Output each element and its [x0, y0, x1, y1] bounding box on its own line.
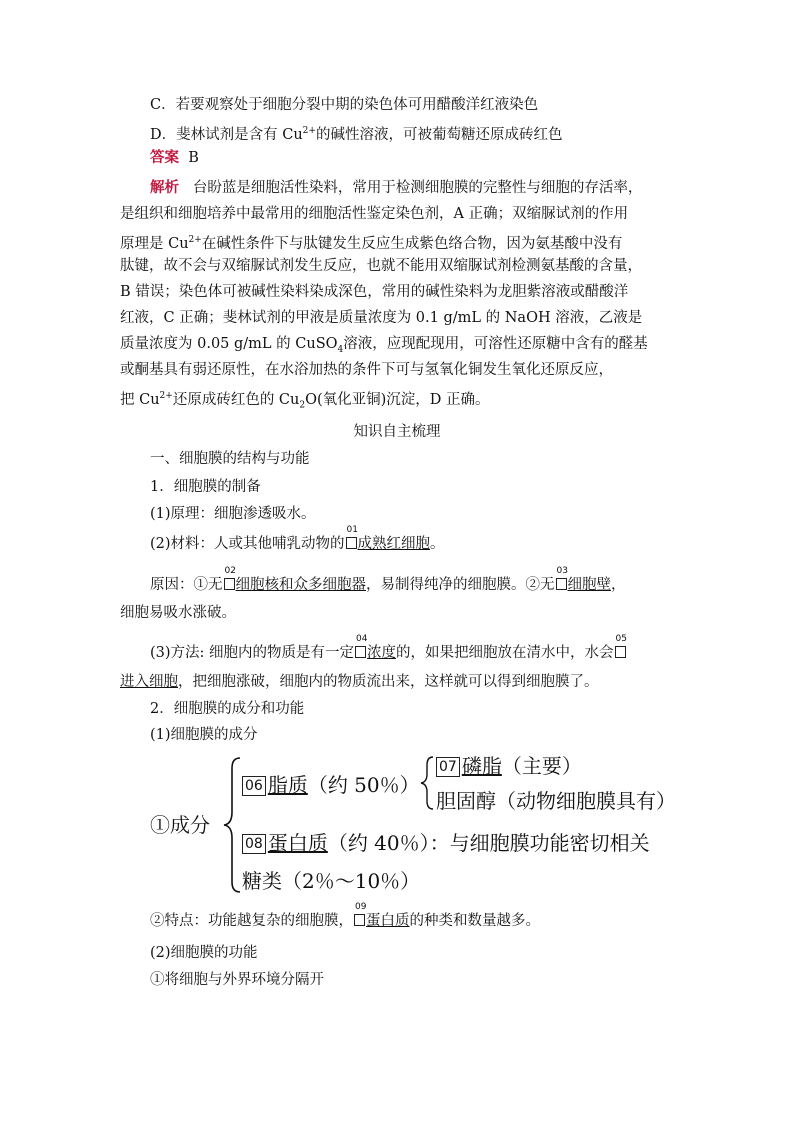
diagram-text: （约 40％）：与细胞膜功能密切相关	[327, 831, 650, 855]
superscript: 2+	[188, 235, 202, 245]
answer-blank: 进入细胞	[120, 674, 178, 690]
option-c-text: C．若要观察处于细胞分裂中期的染色体可用醋酸洋红液染色	[150, 97, 539, 113]
reason-text: 原因：①无	[150, 577, 223, 593]
analysis-text: 是组织和细胞培养中最常用的细胞活性鉴定染色剂，A 正确；双缩脲试剂的作用	[120, 206, 629, 222]
analysis-text: 原理是 Cu	[120, 235, 189, 252]
method-text: (3)方法: 细胞内的物质是有一定	[150, 645, 355, 661]
blank-marker: 06	[242, 776, 266, 796]
blank-number: 05	[615, 634, 627, 644]
blank-number: 01	[346, 525, 358, 535]
feature-line	[150, 902, 540, 932]
analysis-text: 把 Cu	[120, 391, 160, 408]
analysis-text: O(氧化亚铜)沉淀，D 正确。	[305, 391, 490, 408]
inner-brace	[421, 757, 433, 809]
material-text: (2)材料：人或其他哺乳动物的	[150, 536, 345, 552]
subscript: 2	[299, 400, 306, 411]
reason-text: ，	[611, 577, 626, 593]
superscript: 2+	[159, 391, 173, 401]
answer-blank: 蛋白质	[366, 913, 410, 929]
answer-blank: 脂质	[267, 773, 308, 797]
function-1-text: ①将细胞与外界环境分隔开	[150, 972, 324, 988]
analysis-text: 或酮基具有弱还原性，在水浴加热的条件下可与氢氧化铜发生氧化还原反应，	[120, 362, 613, 378]
blank-number: 03	[556, 566, 568, 576]
option-d-text: D．斐林试剂是含有 Cu	[150, 126, 303, 143]
analysis-text: 肽键，故不会与双缩脲试剂发生反应，也就不能用双缩脲试剂检测氨基酸的含量，	[120, 258, 642, 274]
principle-text: (1)原理：细胞渗透吸水。	[150, 506, 316, 522]
reason-text: ，易制得纯净的细胞膜。②无	[366, 577, 555, 593]
analysis-text: 溶液，应现配现用，可溶性还原糖中含有的醛基	[343, 336, 648, 352]
analysis-label: 解析	[150, 180, 179, 196]
heading-1-1-text: 1．细胞膜的制备	[150, 479, 261, 495]
blank-number: 09	[355, 902, 367, 912]
diagram-text: （主要）	[501, 754, 582, 778]
feature-text: 的种类和数量越多。	[409, 913, 540, 929]
blank-number: 02	[224, 566, 236, 576]
answer-blank: 浓度	[367, 645, 397, 661]
method-text: ，把细胞涨破，细胞内的物质流出来，这样就可以得到细胞膜了。	[178, 674, 599, 690]
diagram-sugar	[242, 868, 420, 894]
heading-1-2-text: 2．细胞膜的成分和功能	[150, 701, 305, 717]
blank-marker	[354, 902, 367, 926]
section-title-text: 知识自主梳理	[353, 424, 441, 440]
function-1	[150, 969, 324, 991]
components-heading-text: (1)细胞膜的成分	[150, 727, 258, 743]
analysis-text: 还原成砖红色的 Cu	[172, 391, 300, 408]
answer-blank: 磷脂	[461, 754, 502, 778]
blank-marker: 08	[242, 834, 266, 854]
answer-value: B	[188, 150, 199, 166]
answer-blank: 蛋白质	[267, 831, 328, 855]
analysis-text: 在碱性条件下与肽键发生反应生成紫色络合物，因为氨基酸中没有	[201, 235, 623, 252]
outer-brace	[224, 758, 240, 892]
feature-text: ②特点：功能越复杂的细胞膜，	[150, 913, 353, 929]
diagram-text: 胆固醇（动物细胞膜具有）	[436, 789, 676, 813]
diagram-text: （约 50％）	[307, 773, 420, 797]
blank-marker: 07	[436, 757, 460, 777]
diagram-protein	[242, 830, 650, 856]
diagram-cholesterol	[436, 788, 676, 814]
diagram-phospholipid	[436, 753, 582, 779]
diagram-text: 糖类（2％～10％）	[242, 869, 421, 893]
subscript: 4	[337, 344, 344, 355]
reason-text: 细胞易吸水涨破。	[120, 605, 236, 621]
diagram-lipid	[242, 772, 420, 798]
analysis-text: 台盼蓝是细胞活性染料，常用于检测细胞膜的完整性与细胞的存活率，	[192, 180, 643, 196]
analysis-text: 质量浓度为 0.05 g/mL 的 CuSO	[120, 336, 338, 352]
option-d-text-cont: 的碱性溶液，可被葡萄糖还原成砖红色	[315, 126, 563, 143]
analysis-text: B 错误；染色体可被碱性染料染成深色，常用的碱性染料为龙胆紫溶液或醋酸洋	[120, 284, 629, 300]
answer-blank: 细胞核和众多细胞器	[235, 577, 366, 593]
diagram-root-text: ①成分	[150, 813, 210, 837]
analysis-text: 红液，C 正确；斐林试剂的甲液是质量浓度为 0.1 g/mL 的 NaOH 溶液，乙液是	[120, 310, 643, 326]
answer-label: 答案	[150, 150, 179, 166]
function-heading	[150, 942, 258, 964]
answer-blank: 细胞壁	[567, 577, 611, 593]
material-text: 。	[430, 536, 445, 552]
method-text: 的，如果把细胞放在清水中，水会	[396, 645, 614, 661]
heading-1-text: 一、细胞膜的结构与功能	[150, 451, 310, 467]
superscript: 2+	[302, 126, 316, 136]
diagram-root	[150, 812, 210, 838]
blank-number: 04	[356, 634, 368, 644]
function-heading-text: (2)细胞膜的功能	[150, 945, 258, 961]
answer-blank: 成熟红细胞	[357, 536, 431, 552]
